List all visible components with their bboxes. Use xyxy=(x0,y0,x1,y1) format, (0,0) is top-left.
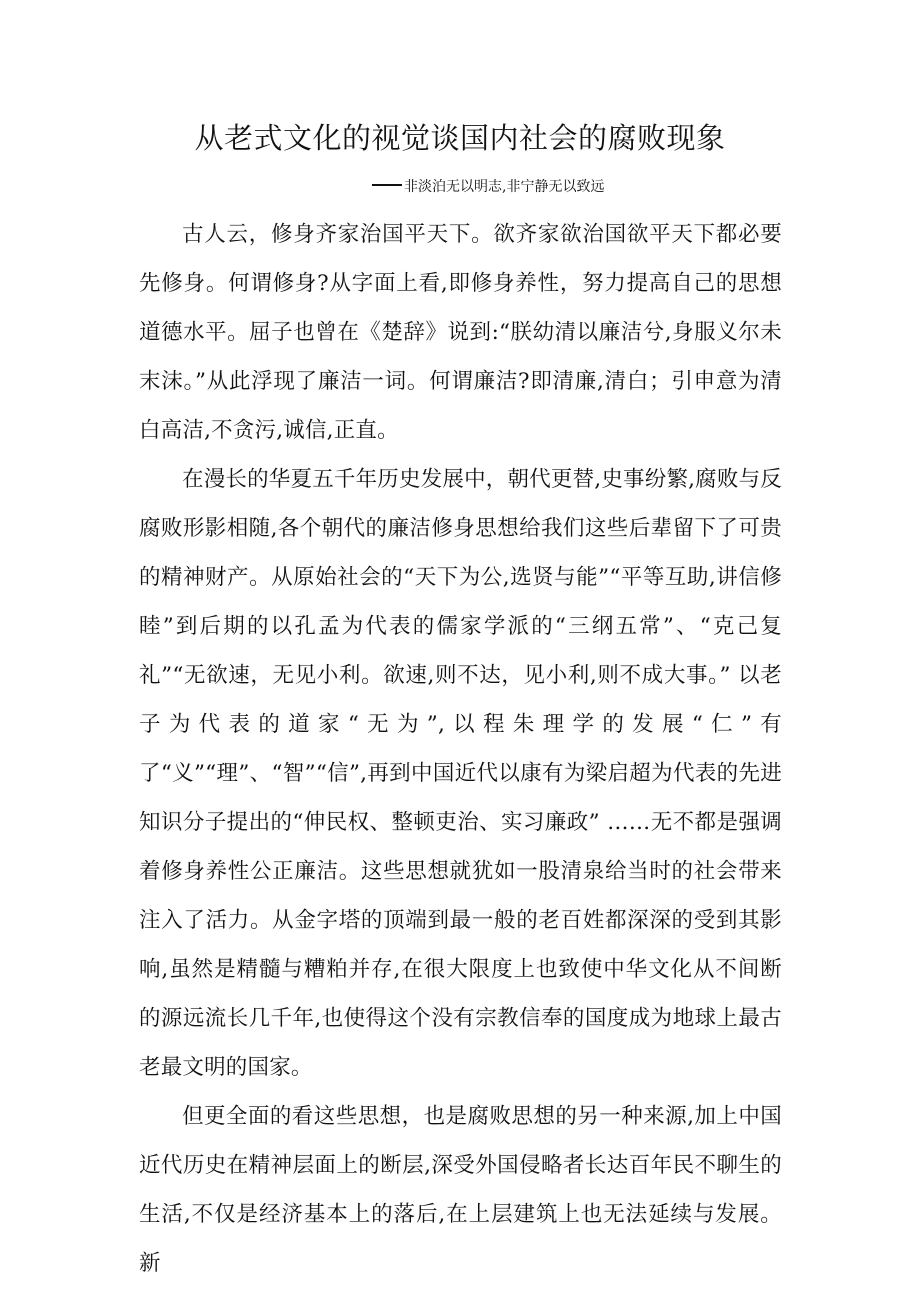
subtitle-text: 非淡泊无以明志,非宁静无以致远 xyxy=(404,179,605,195)
body-text xyxy=(139,210,782,1288)
document-title: 从老式文化的视觉谈国内社会的腐败现象 xyxy=(194,121,726,155)
paragraph-1: 古人云，修身齐家治国平天下。欲齐家欲治国欲平天下都必要先修身。何谓修身?从字面上看,即修身养性，努力提高自己的思想道德水平。屈子也曾在《楚辞》说到:“朕幼清以廉洁兮,身服义尔未末沫。”从此浮现了廉洁一词。何谓廉洁?即清廉,清白；引申意为清白高洁,不贪污,诚信,正直。 xyxy=(139,222,782,443)
em-dash-mark xyxy=(372,184,402,186)
paragraph-2: 在漫长的华夏五千年历史发展中，朝代更替,史事纷繁,腐败与反腐败形影相随,各个朝代的廉洁修身思想给我们这些后辈留下了可贵的精神财产。从原始社会的“天下为公,选贤与能”“平等互助,讲信修睦”到后期的以孔孟为代表的儒家学派的“三纲五常”、“克己复礼”“无欲速，无见小利。欲速,则不达，见小利,则不成大事。” 以老子为代表的道家“无为”,以程朱理学的发展“仁”有了“义”“理”、“智”“信”,再到中国近代以康有为梁启超为代表的先进知识分子提出的“伸民权、整顿吏治、实习廉政” ……无不都是强调着修身养性公正廉洁。这些思想就犹如一股清泉给当时的社会带来注入了活力。从金字塔的顶端到最一般的老百姓都深深的受到其影响,虽然是精髓与糟粕并存,在很大限度上也致使中华文化从不间断的源远流长几千年,也使得这个没有宗教信奉的国度成为地球上最古老最文明的国家。 xyxy=(139,467,782,1080)
document-subtitle xyxy=(372,177,672,197)
paragraph-3: 但更全面的看这些思想，也是腐败思想的另一种来源,加上中国近代历史在精神层面上的断层,深受外国侵略者长达百年民不聊生的生活,不仅是经济基本上的落后,在上层建筑上也无法延续与发展。新 xyxy=(139,1104,782,1276)
